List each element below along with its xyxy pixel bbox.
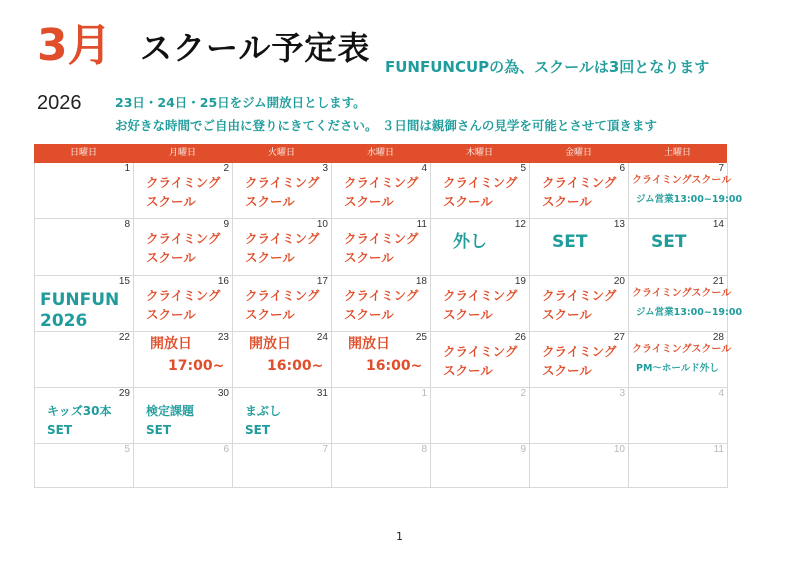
day-number: 9 — [520, 444, 526, 455]
event-text — [249, 334, 323, 377]
event-text — [40, 290, 119, 333]
day-number: 11 — [416, 219, 427, 230]
event-text — [47, 402, 111, 439]
day-number: 10 — [316, 219, 328, 230]
event-text — [146, 402, 194, 439]
event-text — [344, 173, 418, 212]
day-number: 9 — [223, 219, 229, 230]
event-text — [542, 286, 616, 325]
day-number: 24 — [316, 332, 328, 343]
subtitle-notice: FUNFUNCUPの為、スクールは3回となります — [385, 58, 710, 76]
event-text — [146, 173, 220, 212]
day-cell — [35, 276, 134, 332]
day-number: 3 — [322, 163, 328, 174]
notice-line-2: お好きな時間でご自由に登りにきてください。 ３日間は親御さんの見学を可能とさせて頂きます — [115, 118, 657, 133]
weekday-label: 月曜日 — [168, 148, 196, 158]
day-cell — [233, 219, 332, 276]
day-cell — [629, 276, 743, 332]
day-number: 28 — [712, 332, 724, 343]
day-number: 30 — [217, 388, 229, 399]
event-line: ジム営業13:00~19:00 — [636, 306, 743, 318]
day-cell — [35, 219, 134, 276]
day-cell — [35, 163, 134, 219]
event-line: 16:00~ — [366, 357, 423, 374]
page-title: スクール予定表 — [140, 29, 371, 67]
event-line: SET — [552, 232, 588, 252]
day-number: 25 — [415, 332, 427, 343]
event-line: ジム営業13:00~19:00 — [636, 193, 743, 205]
event-line: まぶし — [245, 404, 282, 418]
event-text — [542, 342, 616, 381]
event-line: スクール — [443, 194, 493, 210]
event-text — [344, 229, 418, 268]
day-number: 13 — [613, 219, 625, 230]
event-line: クライミングスクール — [632, 288, 732, 299]
event-line: スクール — [344, 307, 394, 323]
event-text — [443, 286, 517, 325]
day-cell — [35, 332, 134, 388]
year-label: 2026 — [37, 92, 82, 114]
day-cell — [233, 388, 332, 444]
day-number: 1 — [421, 388, 427, 399]
day-number: 2 — [520, 388, 526, 399]
day-cell — [332, 163, 431, 219]
day-cell — [431, 444, 530, 488]
day-number: 7 — [322, 444, 328, 455]
day-cell — [332, 276, 431, 332]
event-line: スクール — [344, 194, 394, 210]
event-line: スクール — [443, 363, 493, 379]
day-number: 26 — [514, 332, 526, 343]
weekday-label: 金曜日 — [564, 148, 592, 158]
day-number: 7 — [718, 163, 724, 174]
event-line: 外し — [453, 232, 487, 252]
event-line: クライミングスクール — [632, 175, 732, 186]
event-text — [150, 334, 224, 377]
event-text — [245, 229, 319, 268]
event-line: スクール — [542, 363, 592, 379]
day-number: 4 — [718, 388, 724, 399]
event-line: クライミングスクール — [632, 344, 732, 355]
day-cell — [629, 388, 728, 444]
event-text — [245, 286, 319, 325]
day-number: 10 — [613, 444, 625, 455]
event-text — [348, 334, 422, 377]
calendar-grid — [34, 163, 743, 488]
event-line: キッズ30本 — [47, 404, 112, 418]
day-number: 16 — [217, 276, 229, 287]
event-line: スクール — [146, 250, 196, 266]
event-line: スクール — [542, 194, 592, 210]
day-cell — [530, 444, 629, 488]
event-line: SET — [245, 422, 271, 437]
day-cell — [530, 163, 629, 219]
event-line: クライミング — [542, 344, 617, 359]
day-number: 1 — [124, 163, 130, 174]
event-text — [245, 402, 281, 439]
day-number: 21 — [712, 276, 724, 287]
event-line: クライミング — [146, 175, 221, 190]
page-number: 1 — [396, 530, 403, 543]
event-text — [632, 342, 731, 376]
day-number: 4 — [421, 163, 427, 174]
day-cell — [233, 163, 332, 219]
day-number: 11 — [713, 444, 724, 455]
event-line: クライミング — [443, 288, 518, 303]
weekday-label: 火曜日 — [267, 148, 295, 158]
event-line: クライミング — [146, 288, 221, 303]
event-line: クライミング — [443, 175, 518, 190]
event-line: スクール — [443, 307, 493, 323]
event-line: スクール — [542, 307, 592, 323]
day-number: 3 — [619, 388, 625, 399]
day-cell — [530, 219, 629, 276]
day-number: 17 — [316, 276, 328, 287]
day-number: 29 — [118, 388, 130, 399]
event-text — [651, 229, 686, 255]
notice-line-1: 23日・24日・25日をジム開放日とします。 — [115, 95, 366, 110]
day-cell — [134, 388, 233, 444]
day-number: 12 — [514, 219, 526, 230]
event-line: クライミング — [443, 344, 518, 359]
day-cell — [332, 219, 431, 276]
day-number: 6 — [223, 444, 229, 455]
day-number: 19 — [514, 276, 526, 287]
day-number: 15 — [118, 276, 130, 287]
day-cell — [332, 444, 431, 488]
day-number: 20 — [613, 276, 625, 287]
event-line: 2026 — [40, 311, 88, 332]
event-line: 開放日 — [348, 336, 390, 352]
day-cell — [629, 332, 732, 388]
event-text — [632, 286, 742, 320]
event-text — [443, 342, 517, 381]
event-line: スクール — [245, 250, 295, 266]
day-cell — [134, 444, 233, 488]
day-number: 8 — [421, 444, 427, 455]
event-line: クライミング — [245, 231, 320, 246]
event-line: クライミング — [245, 175, 320, 190]
weekday-label: 日曜日 — [69, 148, 97, 158]
day-cell — [233, 276, 332, 332]
event-line: スクール — [245, 307, 295, 323]
day-cell — [431, 388, 530, 444]
event-text — [453, 229, 487, 255]
day-cell — [134, 163, 233, 219]
day-cell — [629, 163, 743, 219]
day-cell — [134, 219, 233, 276]
day-number: 27 — [613, 332, 625, 343]
day-cell — [35, 444, 134, 488]
day-cell — [35, 388, 134, 444]
day-number: 6 — [619, 163, 625, 174]
day-number: 14 — [712, 219, 724, 230]
event-line: FUNFUN — [40, 290, 120, 310]
day-cell — [629, 444, 728, 488]
day-number: 23 — [217, 332, 229, 343]
event-line: 開放日 — [150, 336, 192, 352]
weekday-header — [34, 144, 727, 163]
event-line: SET — [146, 422, 172, 437]
event-line: クライミング — [146, 231, 221, 246]
day-cell — [134, 276, 233, 332]
event-text — [245, 173, 319, 212]
day-cell — [431, 276, 530, 332]
event-line: クライミング — [344, 288, 419, 303]
day-number: 31 — [316, 388, 328, 399]
day-cell — [530, 388, 629, 444]
event-line: SET — [47, 422, 73, 437]
day-cell — [629, 219, 728, 276]
day-cell — [431, 163, 530, 219]
day-number: 5 — [124, 444, 130, 455]
weekday-label: 木曜日 — [465, 148, 493, 158]
event-text — [146, 229, 220, 268]
event-text — [443, 173, 517, 212]
event-text — [146, 286, 220, 325]
day-cell — [332, 388, 431, 444]
day-cell — [431, 219, 530, 276]
event-text — [344, 286, 418, 325]
event-line: 検定課題 — [146, 404, 195, 418]
event-line: SET — [651, 232, 687, 252]
day-number: 5 — [520, 163, 526, 174]
event-line: クライミング — [542, 175, 617, 190]
day-cell — [431, 332, 530, 388]
event-line: 16:00~ — [267, 357, 324, 374]
event-line: スクール — [344, 250, 394, 266]
event-text — [632, 173, 742, 207]
day-cell — [134, 332, 233, 388]
weekday-label: 土曜日 — [663, 148, 691, 158]
day-number: 22 — [118, 332, 130, 343]
event-text — [542, 173, 616, 212]
day-cell — [332, 332, 431, 388]
event-line: スクール — [245, 194, 295, 210]
event-line: クライミング — [245, 288, 320, 303]
day-cell — [530, 276, 629, 332]
day-number: 18 — [415, 276, 427, 287]
weekday-label: 水曜日 — [366, 148, 394, 158]
month-label: 3月 — [37, 20, 112, 71]
event-line: PM～ホールド外し — [636, 362, 719, 374]
event-line: 17:00~ — [168, 357, 225, 374]
day-cell — [530, 332, 629, 388]
day-number: 2 — [223, 163, 229, 174]
event-line: クライミング — [344, 175, 419, 190]
event-line: スクール — [146, 307, 196, 323]
event-text — [552, 229, 587, 255]
event-line: スクール — [146, 194, 196, 210]
event-line: 開放日 — [249, 336, 291, 352]
event-line: クライミング — [344, 231, 419, 246]
day-cell — [233, 444, 332, 488]
day-cell — [233, 332, 332, 388]
day-number: 8 — [124, 219, 130, 230]
calendar — [34, 144, 743, 488]
event-line: クライミング — [542, 288, 617, 303]
